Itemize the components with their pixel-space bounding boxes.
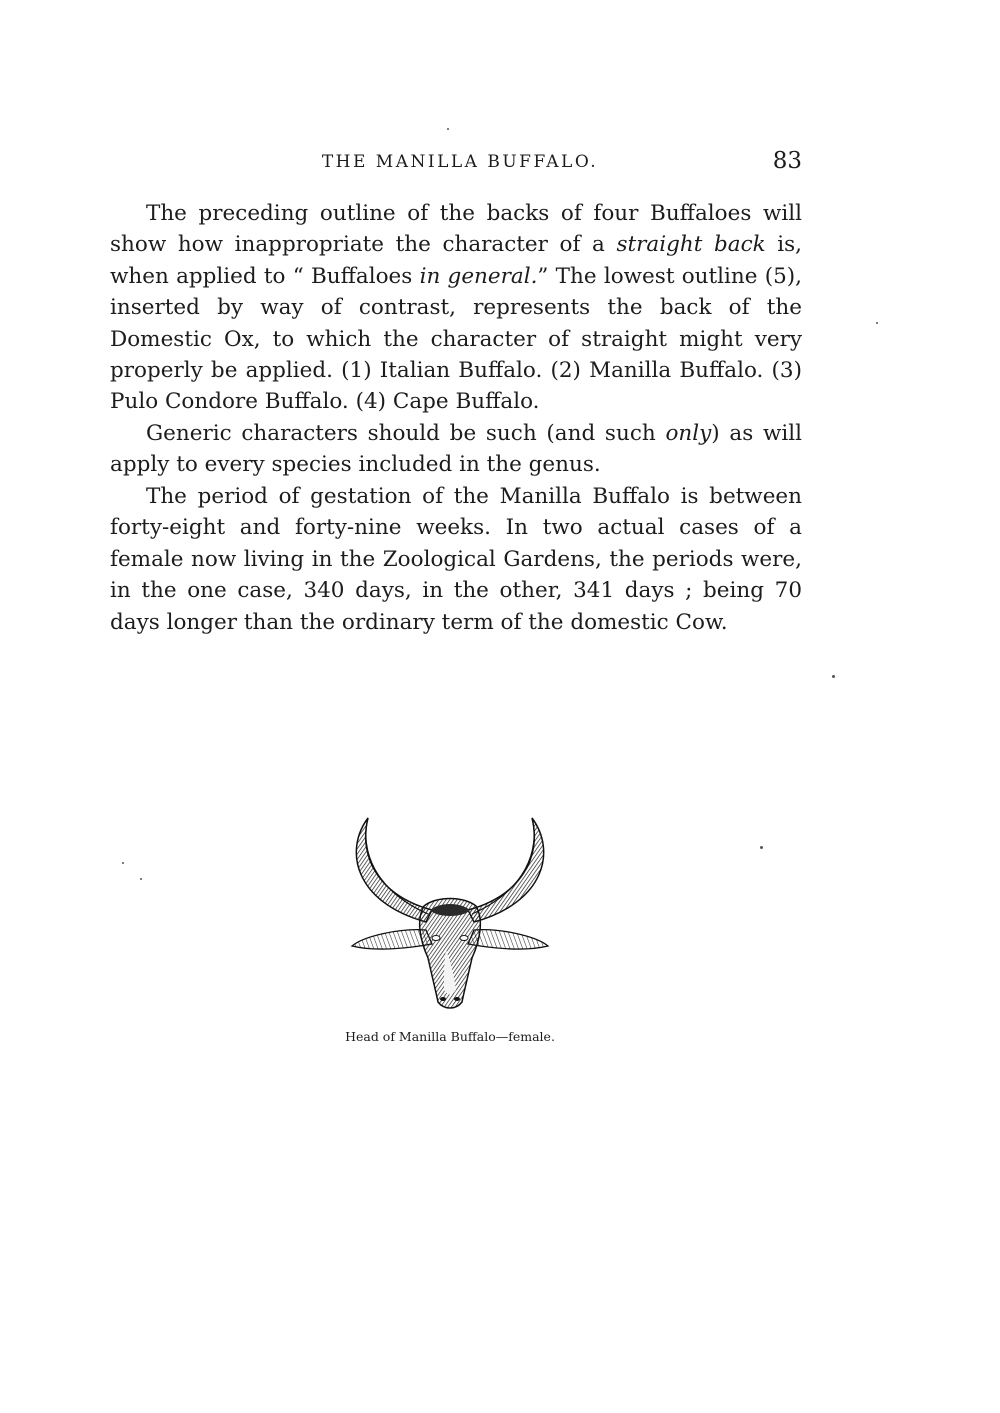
page-number: 83: [772, 148, 802, 174]
paragraph-outline-of-backs: [110, 198, 802, 418]
text-segment: Generic characters should be such (and such: [146, 421, 666, 446]
text-segment: ” The lowest outline (5), inserted by way of contrast, represents the back of the Domestic Ox, to which the character of straight might very properly be applied. (1) Italian Buffalo. (2) Manilla Buffalo. (3) Pulo Condore Buffalo. (4) Cape Buffalo.: [110, 263, 803, 415]
text-segment: ) as will apply to every species included in the genus.: [110, 421, 802, 478]
scan-speck: [447, 128, 449, 130]
buffalo-head-icon: [340, 810, 560, 1020]
text-segment: The period of gestation of the Manilla Buffalo is between forty-eight and forty-nine weeks. In two actual cases of a female now living in the Zoological Gardens, the periods were, in the one case, 340 days, in the other, 341 days ; being 70 days longer than the ordinary term of the domestic Cow.: [110, 484, 802, 635]
text-segment: The preceding outline of the backs of four Buffaloes will show how inappropriate the character of a: [110, 201, 802, 258]
text-segment-italic: in general.: [419, 263, 538, 289]
running-head: [110, 148, 802, 178]
paragraph-gestation: [110, 481, 802, 638]
scan-speck: [122, 862, 124, 864]
paragraph-generic-characters: [110, 418, 802, 481]
running-title: THE MANILLA BUFFALO.: [321, 152, 599, 172]
text-segment-italic: straight back: [616, 232, 766, 258]
scan-speck: [760, 846, 763, 849]
scan-speck: [832, 675, 835, 678]
scan-speck: [140, 878, 142, 880]
text-segment-italic: only: [665, 421, 712, 446]
buffalo-head-figure: [340, 810, 560, 1020]
text-segment: is, when applied to “ Buffaloes: [110, 232, 802, 289]
scan-speck: [876, 322, 878, 324]
figure-caption: Head of Manilla Buffalo—female.: [345, 1029, 555, 1044]
